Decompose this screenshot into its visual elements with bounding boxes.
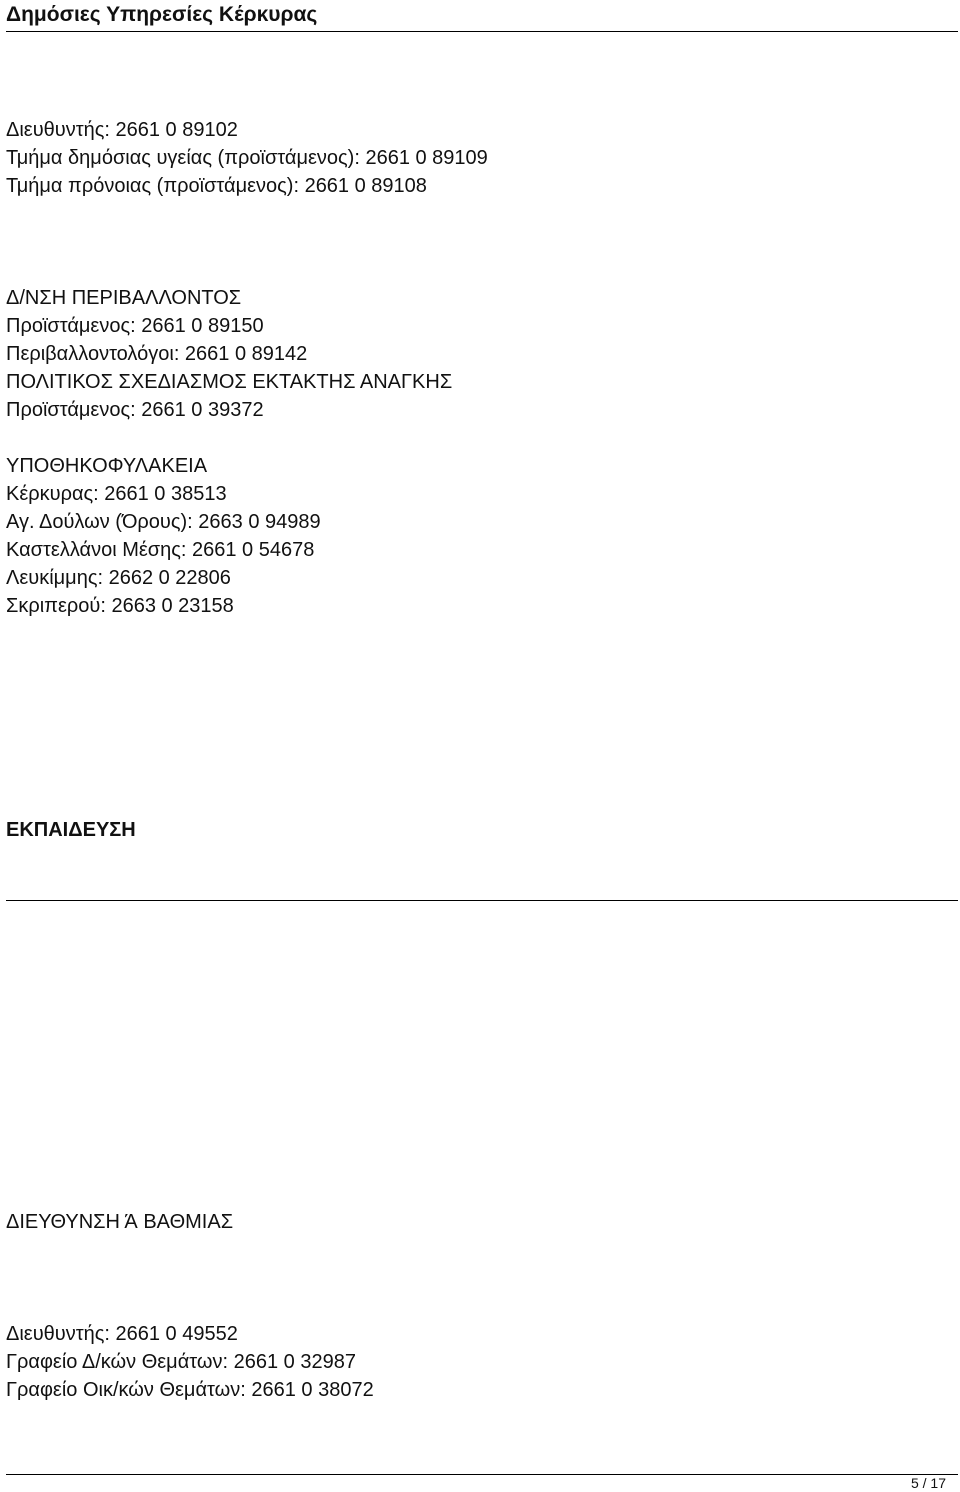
- education-section-title: ΕΚΠΑΙΔΕΥΣΗ: [6, 819, 136, 841]
- footer-divider: [6, 1474, 958, 1475]
- contact-line: Διευθυντής: 2661 0 49552: [6, 1323, 238, 1345]
- contact-line: Περιβαλλοντολόγοι: 2661 0 89142: [6, 343, 308, 365]
- environment-contacts-block: [6, 284, 452, 424]
- document-title: Δημόσιες Υπηρεσίες Κέρκυρας: [6, 3, 318, 26]
- health-contacts-block: [6, 116, 488, 200]
- section-heading: ΠΟΛΙΤΙΚΟΣ ΣΧΕΔΙΑΣΜΟΣ ΕΚΤΑΚΤΗΣ ΑΝΑΓΚΗΣ: [6, 371, 453, 393]
- contact-line: Προϊστάμενος: 2661 0 39372: [6, 399, 264, 421]
- land-registry-contacts-block: [6, 452, 321, 620]
- primary-education-heading-block: [6, 1208, 233, 1236]
- contact-line: Κέρκυρας: 2661 0 38513: [6, 483, 227, 505]
- contact-line: Λευκίμμης: 2662 0 22806: [6, 567, 231, 589]
- section-divider: [6, 900, 958, 901]
- primary-education-contacts-block: [6, 1320, 374, 1404]
- contact-line: Γραφείο Δ/κών Θεμάτων: 2661 0 32987: [6, 1351, 356, 1373]
- contact-line: Καστελλάνοι Μέσης: 2661 0 54678: [6, 539, 315, 561]
- contact-line: Τμήμα πρόνοιας (προϊστάμενος): 2661 0 89108: [6, 175, 427, 197]
- section-heading: Δ/ΝΣΗ ΠΕΡΙΒΑΛΛΟΝΤΟΣ: [6, 287, 242, 309]
- contact-line: Αγ. Δούλων (Όρους): 2663 0 94989: [6, 511, 321, 533]
- page-number: 5 / 17: [910, 1475, 946, 1491]
- contact-line: Γραφείο Οικ/κών Θεμάτων: 2661 0 38072: [6, 1379, 374, 1401]
- contact-line: Τμήμα δημόσιας υγείας (προϊστάμενος): 2661 0 89109: [6, 147, 488, 169]
- contact-line: Προϊστάμενος: 2661 0 89150: [6, 315, 264, 337]
- header-divider: [6, 31, 958, 32]
- contact-line: Διευθυντής: 2661 0 89102: [6, 119, 238, 141]
- section-heading: ΥΠΟΘΗΚΟΦΥΛΑΚΕΙΑ: [6, 455, 208, 477]
- contact-line: Σκριπερού: 2663 0 23158: [6, 595, 234, 617]
- section-heading: ΔΙΕΥΘΥΝΣΗ Ά ΒΑΘΜΙΑΣ: [6, 1211, 234, 1233]
